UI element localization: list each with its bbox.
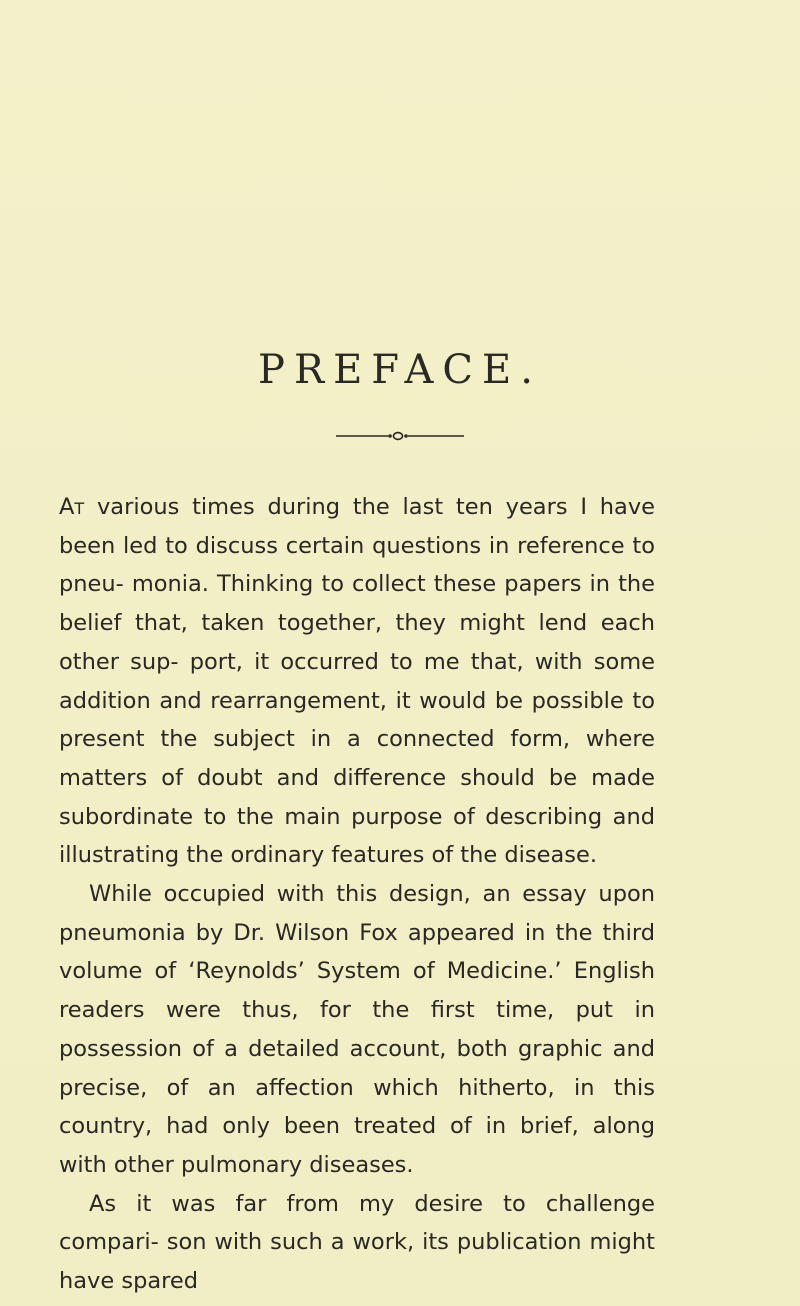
paragraph-3: As it was far from my desire to challenge compari- son with such a work, its publication might have spared: [59, 1190, 655, 1295]
paragraph-1-text: various times during the last ten years I have been led to discuss certain questions in reference to pneu- monia. Thinking to collect these papers in the belief that, taken together, they might lend each other sup- port, it occurred to me that, with some addition and rearrangement, it would be possible to present the subject in a connected form, where matters of doubt and difference should be made subordinate to the main purpose of describing and illustrating the ordinary features of the disease.: [59, 494, 655, 869]
paragraph-2: While occupied with this design, an essay upon pneumonia by Dr. Wilson Fox appeared in the third volume of ‘Reynolds’ System of Medicine.’ English readers were thus, for the first time, put in possession of a detailed account, both graphic and precise, of an affection which hitherto, in this country, had only been treated of in brief, along with other pulmonary diseases.: [59, 881, 655, 1178]
paragraph-1: [59, 488, 655, 875]
ornament-rule: [336, 431, 464, 441]
first-word: At: [59, 494, 85, 520]
preface-body: [59, 488, 655, 1301]
page-title: PREFACE.: [258, 347, 542, 393]
